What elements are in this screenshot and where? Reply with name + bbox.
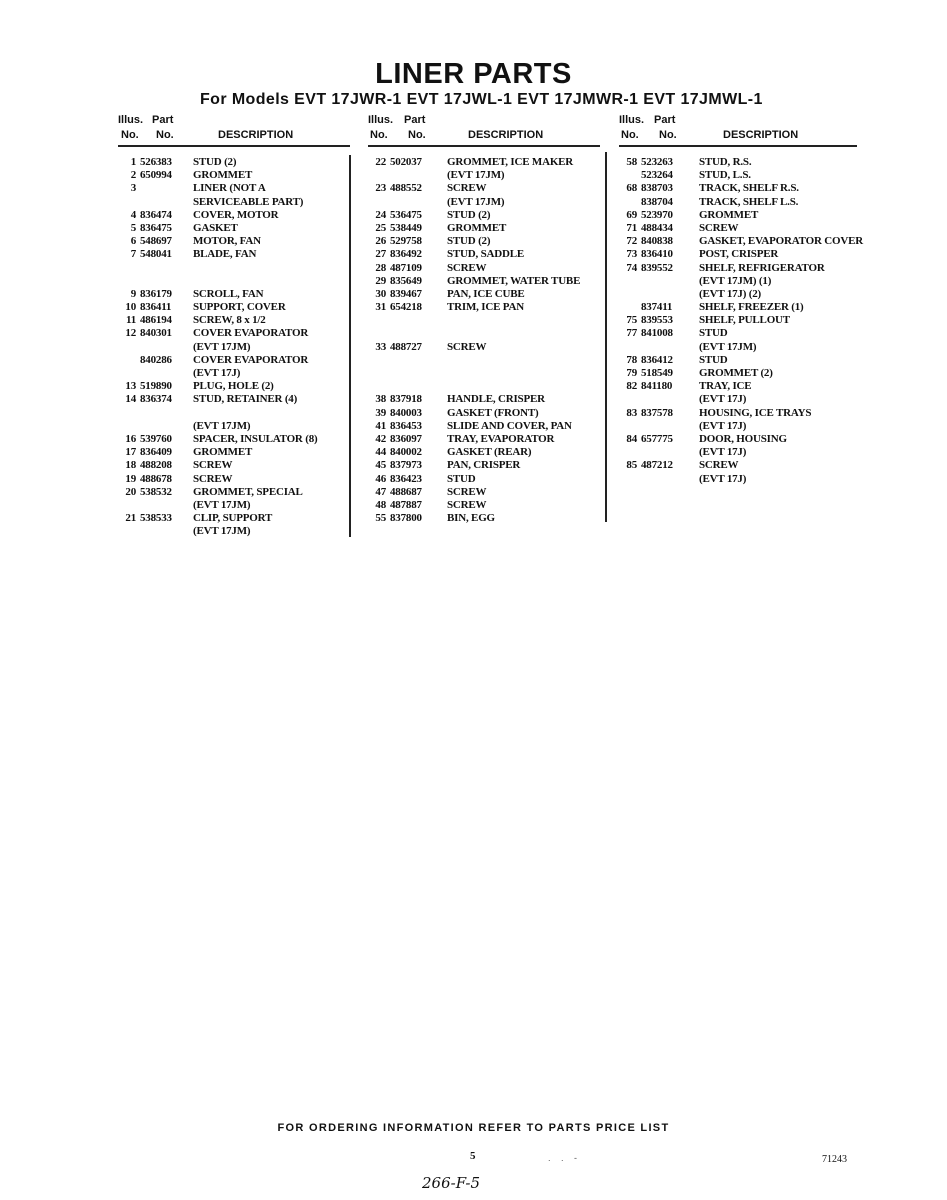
header-no-illus: No. [621,129,639,141]
part-number: 837973 [390,459,422,472]
header-illus: Illus. [118,114,144,126]
part-description: PAN, CRISPER [447,459,521,472]
document-number: 71243 [822,1154,847,1165]
illus-number: 69 [626,208,637,221]
scan-speckle: . . - [548,1153,581,1163]
illus-number: 20 [125,485,136,498]
part-description: HANDLE, CRISPER [447,393,545,406]
part-number: 836423 [390,472,422,485]
header-part: Part [404,114,426,126]
part-description: SCREW [447,340,487,353]
header-no-part: No. [408,129,426,141]
illus-number: 11 [126,314,136,327]
part-number: 488208 [140,459,172,472]
part-number: 488727 [390,340,422,353]
part-number: 839553 [641,314,673,327]
part-number: 548697 [140,235,172,248]
part-number: 836453 [390,419,422,432]
part-number: 836179 [140,287,172,300]
illus-number: 39 [375,406,386,419]
header-part: Part [152,114,174,126]
part-number: 840003 [390,406,422,419]
page-number: 5 [470,1150,476,1162]
part-number: 523264 [641,169,673,182]
part-description: BLADE, FAN [193,248,257,261]
column-header [118,114,350,146]
part-description: COVER EVAPORATOR [193,327,309,340]
part-number: 837918 [390,393,422,406]
part-number: 650994 [140,169,172,182]
illus-number: 48 [375,498,386,511]
illus-number: 4 [130,208,136,221]
part-number: 486194 [140,314,172,327]
header-underline [619,145,857,147]
part-description: STUD, SADDLE [447,248,525,261]
illus-number: 7 [130,248,136,261]
part-description: TRAY, EVAPORATOR [447,432,555,445]
part-number: 836475 [140,221,172,234]
part-description: SHELF, PULLOUT [699,314,790,327]
part-description: (EVT 17J) [699,446,747,459]
parts-column-1 [118,114,350,538]
illus-number: 72 [626,235,637,248]
part-description: SCREW [447,498,487,511]
part-description: TRAY, ICE [699,380,752,393]
part-description: COVER, MOTOR [193,208,279,221]
part-description: PLUG, HOLE (2) [193,380,274,393]
part-description: (EVT 17JM) [193,419,251,432]
part-number: 538533 [140,512,172,525]
part-number: 836409 [140,446,172,459]
part-description: SCREW [699,221,739,234]
illus-number: 18 [125,459,136,472]
part-description: (EVT 17J) [699,419,747,432]
header-underline [118,145,350,147]
column-header [368,114,600,146]
illus-number: 79 [626,367,637,379]
part-number: 523263 [641,156,673,168]
illus-number: 23 [375,182,386,195]
part-description: GROMMET (2) [699,367,773,379]
illus-number: 17 [125,446,136,459]
illus-number: 14 [125,393,136,406]
illus-number: 25 [375,221,386,234]
illus-number: 13 [125,380,136,393]
part-description: (EVT 17JM) [193,498,251,511]
part-description: GASKET (FRONT) [447,406,539,419]
part-description: GROMMET, ICE MAKER [447,156,574,168]
illus-number: 74 [626,261,637,274]
illus-number: 16 [125,432,136,445]
illus-number: 1 [130,156,136,168]
part-description: STUD [699,327,728,340]
part-number: 836474 [140,208,172,221]
part-description: (EVT 17J) [699,472,747,485]
illus-number: 55 [375,512,386,525]
illus-number: 27 [375,248,386,261]
part-description: (EVT 17JM) [193,525,251,538]
part-number: 526383 [140,156,172,168]
part-description: GROMMET, WATER TUBE [447,274,581,287]
part-number: 548041 [140,248,172,261]
part-description: GROMMET [699,208,759,221]
part-description: SCREW, 8 x 1/2 [193,314,266,327]
illus-number: 10 [125,301,136,314]
header-part: Part [654,114,676,126]
illus-number: 71 [626,221,637,234]
part-description: BIN, EGG [447,512,495,525]
illus-number: 2 [130,169,136,182]
part-description: MOTOR, FAN [193,235,261,248]
part-number: 488678 [140,472,172,485]
part-number: 538532 [140,485,172,498]
column-divider-2 [605,152,607,522]
part-number: 523970 [641,208,673,221]
part-number: 840838 [641,235,673,248]
part-description: STUD (2) [447,208,491,221]
part-number: 529758 [390,235,422,248]
illus-number: 47 [375,485,386,498]
part-description: SCREW [447,485,487,498]
illus-number: 73 [626,248,637,261]
part-description: HOUSING, ICE TRAYS [699,406,812,419]
part-number: 840301 [140,327,172,340]
illus-number: 19 [125,472,136,485]
illus-number: 12 [125,327,136,340]
part-description: GROMMET, SPECIAL [193,485,303,498]
part-description: GROMMET [193,446,253,459]
handwritten-annotation: 266-F-5 [422,1174,481,1192]
part-number: 654218 [390,301,422,314]
illus-number: 9 [130,287,136,300]
part-description: GASKET [193,221,238,234]
part-number: 487109 [390,261,422,274]
part-description: SHELF, REFRIGERATOR [699,261,825,274]
part-number: 539760 [140,432,172,445]
part-number: 835649 [390,274,422,287]
part-number: 518549 [641,367,673,379]
part-number: 836410 [641,248,673,261]
part-description: POST, CRISPER [699,248,779,261]
header-description: DESCRIPTION [218,129,294,141]
part-description: (EVT 17J) (2) [699,287,761,300]
part-description: SUPPORT, COVER [193,301,286,314]
part-description: SCREW [447,182,487,195]
illus-number: 84 [626,432,637,445]
part-description: TRACK, SHELF L.S. [699,195,799,208]
part-number: 487887 [390,498,422,511]
part-number: 837578 [641,406,673,419]
part-description: SERVICEABLE PART) [193,195,304,208]
header-illus: Illus. [619,114,645,126]
part-number: 488552 [390,182,422,195]
part-description: SLIDE AND COVER, PAN [447,419,572,432]
part-number: 487212 [641,459,673,472]
part-description: GROMMET [193,169,253,182]
illus-number: 24 [375,208,386,221]
illus-number: 41 [375,419,386,432]
illus-number: 33 [375,340,386,353]
parts-column-2 [368,114,600,525]
part-number: 838704 [641,195,673,208]
illus-number: 75 [626,314,637,327]
part-description: GASKET (REAR) [447,446,532,459]
part-description: (EVT 17JM) [193,340,251,353]
illus-number: 46 [375,472,386,485]
illus-number: 77 [626,327,637,340]
part-description: COVER EVAPORATOR [193,353,309,366]
illus-number: 6 [130,235,136,248]
illus-number: 31 [375,301,386,314]
header-description: DESCRIPTION [468,129,544,141]
part-number: 838703 [641,182,673,195]
header-underline [368,145,600,147]
illus-number: 29 [375,274,386,287]
part-description: SHELF, FREEZER (1) [699,301,804,314]
part-description: TRACK, SHELF R.S. [699,182,799,195]
part-description: STUD, R.S. [699,156,752,168]
column-header [619,114,859,146]
part-description: (EVT 17JM) [447,195,505,208]
header-illus: Illus. [368,114,394,126]
header-no-part: No. [156,129,174,141]
part-number: 836412 [641,353,673,366]
part-number: 840002 [390,446,422,459]
part-description: SCROLL, FAN [193,287,264,300]
illus-number: 44 [375,446,386,459]
part-number: 839552 [641,261,673,274]
part-description: DOOR, HOUSING [699,432,787,445]
illus-number: 42 [375,432,386,445]
illus-number: 5 [130,221,136,234]
part-description: GROMMET [447,221,507,234]
part-number: 836374 [140,393,172,406]
models-subtitle: For Models EVT 17JWR-1 EVT 17JWL-1 EVT 17JMWR-1 EVT 17JMWL-1 [200,91,763,108]
part-number: 836411 [140,301,172,314]
illus-number: 30 [375,287,386,300]
part-number: 837800 [390,512,422,525]
part-description: TRIM, ICE PAN [447,301,524,314]
illus-number: 3 [130,182,136,195]
part-number: 839467 [390,287,422,300]
part-description: SPACER, INSULATOR (8) [193,432,318,445]
part-number: 840286 [140,353,172,366]
illus-number: 68 [626,182,637,195]
illus-number: 85 [626,459,637,472]
part-description: CLIP, SUPPORT [193,512,273,525]
part-number: 836492 [390,248,422,261]
part-number: 488434 [641,221,673,234]
part-description: SCREW [193,459,233,472]
part-description: STUD [699,353,728,366]
illus-number: 26 [375,235,386,248]
part-description: LINER (NOT A [193,182,266,195]
part-number: 536475 [390,208,422,221]
illus-number: 28 [375,261,386,274]
part-description: STUD, RETAINER (4) [193,393,298,406]
part-number: 488687 [390,485,422,498]
part-number: 538449 [390,221,422,234]
part-description: (EVT 17J) [699,393,747,406]
part-description: STUD (2) [447,235,491,248]
part-description: SCREW [193,472,233,485]
header-no-illus: No. [370,129,388,141]
part-description: PAN, ICE CUBE [447,287,525,300]
part-description: (EVT 17JM) [699,340,757,353]
part-number: 841008 [641,327,673,340]
illus-number: 58 [626,156,637,168]
illus-number: 82 [626,380,637,393]
illus-number: 21 [125,512,136,525]
header-no-part: No. [659,129,677,141]
part-description: GASKET, EVAPORATOR COVER [699,235,863,248]
part-description: STUD [447,472,476,485]
header-description: DESCRIPTION [723,129,799,141]
part-number: 502037 [390,156,422,168]
illus-number: 38 [375,393,386,406]
header-no-illus: No. [121,129,139,141]
part-description: (EVT 17JM) [447,169,505,182]
part-description: (EVT 17JM) (1) [699,274,772,287]
illus-number: 83 [626,406,637,419]
part-number: 519890 [140,380,172,393]
ordering-footer: FOR ORDERING INFORMATION REFER TO PARTS PRICE LIST [277,1122,670,1134]
parts-column-3 [619,114,863,485]
part-number: 837411 [641,301,673,314]
part-number: 836097 [390,432,422,445]
part-description: SCREW [699,459,739,472]
illus-number: 78 [626,353,637,366]
illus-number: 45 [375,459,386,472]
column-divider-1 [349,155,351,537]
part-number: 657775 [641,432,673,445]
part-number: 841180 [641,380,673,393]
page-title: LINER PARTS [375,58,572,90]
part-description: STUD, L.S. [699,169,751,182]
part-description: SCREW [447,261,487,274]
part-description: (EVT 17J) [193,367,241,379]
part-description: STUD (2) [193,156,237,168]
illus-number: 22 [375,156,386,168]
